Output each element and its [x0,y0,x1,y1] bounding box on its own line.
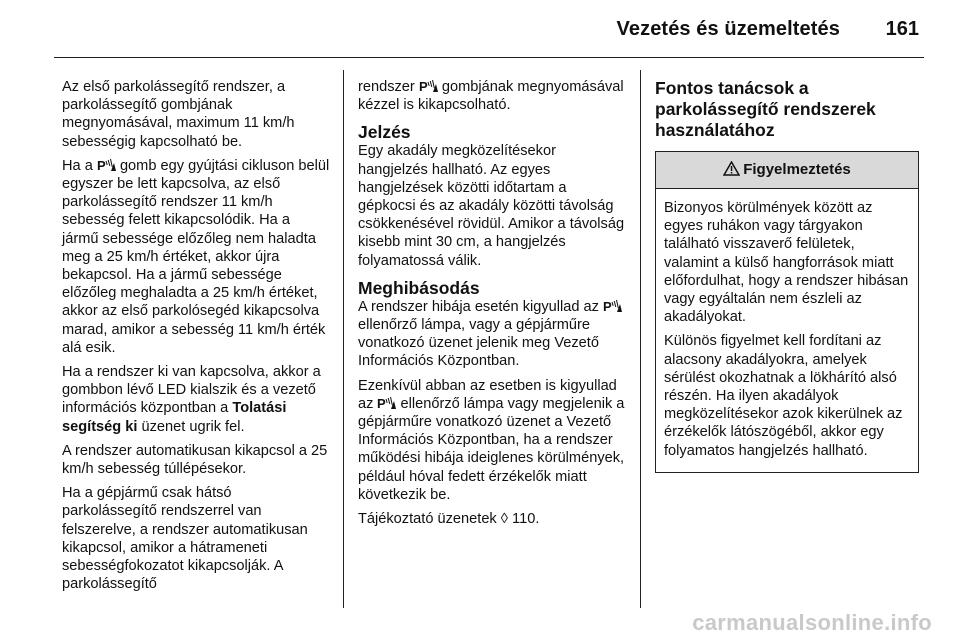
warning-box [655,151,919,473]
paragraph: A rendszer hibája esetén kigyullad az P ellenőrző lámpa, vagy a gépjárműre vonatkozó üzenet jelenik meg Vezető Információs Központban. [358,298,628,371]
reference-arrow-icon: ◊ [500,511,508,528]
warning-header [656,152,918,189]
paragraph: Bizonyos körülmények között az egyes ruhákon vagy tárgyakon található visszaverő felületek, valamint a külső hangforrások miatt előfordulhat, hogy a rendszer hibásan vagy egyáltalán nem észleli az akadályokat. [664,200,909,326]
column-3 [655,78,919,473]
section-heading-signal: Jelzés [358,122,411,143]
section-heading-tips: Fontos tanácsok a parkolássegítő rendszerek használatához [655,78,876,140]
paragraph: Ha a gépjármű csak hátsó parkolássegítő rendszerrel van felszerelve, a rendszer automatikusan kikapcsol, amikor a hátrameneti sebességfokozatot kikapcsolják. A parkolássegítő [62,485,308,593]
column-1 [62,78,330,599]
cross-reference[interactable]: Tájékoztató üzenetek ◊ 110. [358,511,540,528]
column-divider [343,70,344,608]
warning-title: Figyelmeztetés [743,161,851,178]
paragraph: Különös figyelmet kell fordítani az alacsony akadályokra, amelyek sérülést okozhatnak a lökhárító alsó részén. Ha ilyen akadályok megközelítésekor azok kikerülnek az érzékelők látószögéből, akkor egy folyamatos hangjelzés hallható. [664,333,903,459]
header-title: Vezetés és üzemeltetés [616,18,840,40]
svg-text:P: P [603,298,612,313]
parking-assist-icon [603,299,622,313]
paragraph: A rendszer automatikusan kikapcsol a 25 km/h sebesség túllépésekor. [62,442,328,478]
paragraph: Ezenkívül abban az esetben is kigyullad az P ellenőrző lámpa vagy megjelenik a gépjárműre vonatkozó üzenet a Vezető Információs Központban, ha a rendszer működési hibája ideiglenes körülmények, például hóval fedett érzékelők miatt következik be. [358,377,625,503]
section-heading-fault: Meghibásodás [358,277,480,298]
svg-text:P: P [377,395,387,410]
parking-assist-icon [419,79,438,93]
message-text: Tolatási segítség ki [62,400,287,435]
paragraph: Egy akadály megközelítésekor hangjelzés hallható. Az egyes hangjelzések közötti időtartam a gépkocsi és az akadály közötti távolság csökkenésével rövidül. Amikor a távolság kisebb mint 30 cm, a hangjelzés folyamatossá válik. [358,143,625,269]
header-rule [54,57,924,58]
parking-assist-icon [97,158,116,172]
warning-body [656,189,918,472]
page-number: 161 [885,18,919,40]
svg-text:P: P [418,79,428,93]
column-2 [358,78,628,534]
svg-text:P: P [96,157,106,172]
paragraph: Ha a rendszer ki van kapcsolva, akkor a gombbon lévő LED kialszik és a vezető információs központban a Tolatási segítség ki üzenet ugrik fel. [62,364,321,435]
paragraph: Az első parkolássegítő rendszer, a parkolássegítő gombjának megnyomásával, maximum 11 km/h sebességig kapcsolható be. [62,79,295,150]
parking-assist-icon [377,396,396,410]
paragraph: Ha a P gomb egy gyújtási cikluson belül egyszer be lett kapcsolva, az első parkolássegítő rendszer 11 km/h sebesség felett kikapcsolódik. Ha a jármű sebessége előzőleg nem haladta meg a 25 km/h értéket, akkor újra bekapcsol. Ha a jármű sebessége előzőleg meghaladta a 25 km/h értéket, akkor az első parkolósegéd kikapcsolva marad, amikor a sebesség 11 km/h érték alá esik. [62,157,330,356]
page-header [0,0,960,56]
watermark: carmanualsonline.info [692,610,932,635]
warning-triangle-icon [723,161,740,176]
paragraph: rendszer P gombjának megnyomásával kézzel is kikapcsolható. [358,79,624,114]
column-divider [640,70,641,608]
